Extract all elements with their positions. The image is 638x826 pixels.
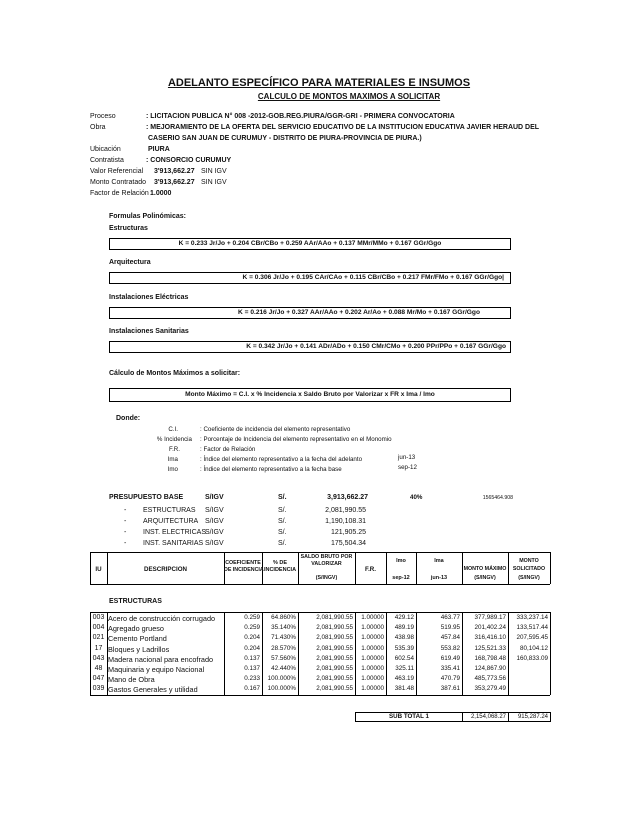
cell-incidencia: 100.000% xyxy=(267,675,296,683)
def-sym-ima: Ima xyxy=(167,456,178,463)
cell-monto-maximo: 125,521.33 xyxy=(474,644,506,652)
cell-incidencia: 35.140% xyxy=(271,624,296,632)
cell-coeficiente: 0.204 xyxy=(244,644,260,652)
item-cur: S/. xyxy=(278,518,287,525)
th-ima-2: jun-13 xyxy=(430,575,448,581)
obra-value-line2: CASERIO SAN JUAN DE CURUMUY - DISTRITO DE PIURA-PROVINCIA DE PIURA.) xyxy=(148,135,422,142)
item-dash: - xyxy=(124,507,127,514)
th-imo-2: sep-12 xyxy=(392,575,410,581)
page-title: ADELANTO ESPECÍFICO PARA MATERIALES E INSUMOS xyxy=(167,77,471,89)
th-incidencia-2: INCIDENCIA xyxy=(263,567,297,573)
def-desc-ci: : Coeficiente de incidencia del elemento representativo xyxy=(200,426,351,433)
subtotal-label: SUB TOTAL 1 xyxy=(355,712,463,722)
subtotal-monto-solicitado: 915,287.24 xyxy=(508,712,551,722)
th-monto-solicitado-3: (S/INGV) xyxy=(518,575,540,581)
obra-label: Obra xyxy=(90,124,106,131)
contratista-label: Contratista xyxy=(90,157,124,164)
item-dash: - xyxy=(124,540,127,547)
th-saldo-2: VALORIZAR xyxy=(311,561,342,567)
item-dash: - xyxy=(124,518,127,525)
cell-descripcion: Cemento Portland xyxy=(108,634,167,644)
presupuesto-total: 3,913,662.27 xyxy=(327,494,368,501)
item-value: 175,504.34 xyxy=(330,540,366,547)
item-igv: S/IGV xyxy=(205,540,224,547)
th-incidencia-1: % DE xyxy=(272,560,288,566)
cell-saldo: 2,081,990.55 xyxy=(316,614,353,621)
cell-coeficiente: 0.167 xyxy=(244,685,260,693)
cell-monto-maximo: 353,279.49 xyxy=(474,685,506,693)
cell-monto-maximo: 201,402.24 xyxy=(474,624,506,632)
item-dash: - xyxy=(124,529,127,536)
cell-ima: 457.84 xyxy=(440,634,460,642)
cell-incidencia: 57.560% xyxy=(271,654,296,662)
cell-fr: 1.00000 xyxy=(361,665,384,672)
cell-descripcion: Agregado grueso xyxy=(108,624,164,634)
valor-referencial-label: Valor Referencial xyxy=(90,168,144,175)
th-saldo-3: (S/INGV) xyxy=(315,575,338,581)
cell-incidencia: 100.000% xyxy=(267,685,296,693)
page-subtitle: CALCULO DE MONTOS MAXIMOS A SOLICITAR xyxy=(257,92,441,101)
item-value: 121,905.25 xyxy=(330,529,366,536)
cell-monto-solicitado: 207,595.45 xyxy=(516,634,548,642)
cell-fr: 1.00000 xyxy=(361,634,384,642)
item-name: INST. ELECTRICAS xyxy=(143,529,207,536)
cell-monto-solicitado: 133,517.44 xyxy=(516,624,548,632)
cell-coeficiente: 0.137 xyxy=(244,665,260,672)
cell-ima: 387.61 xyxy=(440,685,460,693)
cell-coeficiente: 0.259 xyxy=(244,624,260,632)
presupuesto-cur: S/. xyxy=(278,494,287,501)
th-descripcion: DESCRIPCION xyxy=(144,566,187,573)
cell-saldo: 2,081,990.55 xyxy=(316,634,353,642)
item-igv: S/IGV xyxy=(205,529,224,536)
cell-coeficiente: 0.259 xyxy=(244,614,260,621)
monto-contratado-label: Monto Contratado xyxy=(90,179,147,186)
cell-incidencia: 71.430% xyxy=(271,634,296,642)
monto-contratado-value: 3'913,662.27 xyxy=(154,179,195,186)
cell-saldo: 2,081,990.55 xyxy=(316,654,353,662)
item-cur: S/. xyxy=(278,540,287,547)
item-value: 1,190,108.31 xyxy=(325,518,366,525)
cell-imo: 489.19 xyxy=(394,624,414,632)
monto-contratado-note: SIN IGV xyxy=(201,179,227,186)
cell-monto-solicitado: 80,104.12 xyxy=(519,644,548,652)
arquitectura-label: Arquitectura xyxy=(109,259,151,266)
factor-label: Factor de Relación : xyxy=(90,190,153,197)
sanitarias-label: Instalaciones Sanitarias xyxy=(109,328,189,335)
def-desc-ima: : Índice del elemento representativo a la fecha del adelanto xyxy=(200,456,363,463)
cell-ima: 553.82 xyxy=(440,644,460,652)
obra-value-line1: : MEJORAMIENTO DE LA OFERTA DEL SERVICIO EDUCATIVO DE LA INSTITUCION EDUCATIVA JAVIER HERAUD DEL xyxy=(146,124,540,131)
def-sym-fr: F.R. xyxy=(169,446,180,453)
cell-saldo: 2,081,990.55 xyxy=(316,685,353,693)
def-desc-incidencia: : Porcentaje de Incidencia del elemento representativo en el Monomio xyxy=(200,436,392,443)
cell-imo: 325.11 xyxy=(395,665,414,672)
cell-iu: 021 xyxy=(92,634,105,642)
presupuesto-pct: 40% xyxy=(410,494,423,501)
cell-fr: 1.00000 xyxy=(361,624,384,632)
th-monto-solicitado-1: MONTO xyxy=(519,558,539,564)
cell-incidencia: 64.860% xyxy=(271,614,296,621)
cell-descripcion: Acero de construcción corrugado xyxy=(108,614,216,623)
cell-descripcion: Mano de Obra xyxy=(108,675,155,685)
th-coef-1: COEFICIENTE xyxy=(225,560,261,566)
cell-monto-maximo: 168,798.48 xyxy=(474,654,506,662)
item-value: 2,081,990.55 xyxy=(325,507,366,514)
cell-iu: 003 xyxy=(92,614,105,621)
th-ima-1: Ima xyxy=(434,558,444,564)
cell-ima: 470.79 xyxy=(440,675,460,683)
presupuesto-igv: S/IGV xyxy=(205,494,224,501)
subtotal-monto-maximo: 2,154,068.27 xyxy=(462,712,509,722)
cell-fr: 1.00000 xyxy=(361,654,384,662)
cell-monto-maximo: 316,416.10 xyxy=(474,634,506,642)
cell-imo: 438.98 xyxy=(394,634,414,642)
cell-descripcion: Maquinaria y equipo Nacional xyxy=(108,665,205,674)
presupuesto-label: PRESUPUESTO BASE xyxy=(109,494,184,501)
monto-maximo-formula: Monto Máximo = C.I. x % Incidencia x Saldo Bruto por Valorizar x FR x Ima / Imo xyxy=(109,388,511,402)
def-sym-incidencia: % Incidencia xyxy=(156,436,192,443)
electricas-label: Instalaciones Eléctricas xyxy=(109,294,189,301)
cell-fr: 1.00000 xyxy=(361,675,384,683)
cell-descripcion: Gastos Generales y utilidad xyxy=(108,685,198,695)
cell-descripcion: Bloques y Ladrillos xyxy=(108,644,170,654)
def-desc-fr: : Factor de Relación xyxy=(200,446,256,453)
th-coef-2: DE INCIDENCIA xyxy=(224,567,264,573)
th-imo-1: Imo xyxy=(396,558,406,564)
cell-saldo: 2,081,990.55 xyxy=(316,624,353,632)
cell-imo: 381.48 xyxy=(394,685,414,693)
ubicacion-label: Ubicación xyxy=(90,146,121,153)
th-monto-solicitado-2: SOLICITADO xyxy=(512,566,546,572)
cell-iu: 004 xyxy=(92,624,105,632)
cell-fr: 1.00000 xyxy=(361,614,384,621)
cell-monto-solicitado: 160,833.09 xyxy=(516,654,548,662)
cell-imo: 429.12 xyxy=(394,614,414,621)
def-sym-imo: Imo xyxy=(167,466,178,473)
cell-ima: 519.95 xyxy=(440,624,460,632)
cell-imo: 463.19 xyxy=(394,675,414,683)
cell-coeficiente: 0.233 xyxy=(244,675,260,683)
electricas-formula: K = 0.216 Jr/Jo + 0.327 AAr/AAo + 0.202 Ar/Ao + 0.088 Mr/Mo + 0.167 GGr/Ggo xyxy=(109,307,511,319)
valor-referencial-value: 3'913,662.27 xyxy=(154,168,195,175)
def-date-imo: sep-12 xyxy=(398,464,417,471)
item-igv: S/IGV xyxy=(205,518,224,525)
th-monto-maximo-1: MONTO MÁXIMO xyxy=(463,566,507,572)
cell-saldo: 2,081,990.55 xyxy=(316,644,353,652)
cell-monto-solicitado: 333,237.14 xyxy=(516,614,548,621)
cell-imo: 602.54 xyxy=(394,654,414,662)
donde-label: Donde: xyxy=(116,415,141,422)
item-name: INST. SANITARIAS xyxy=(143,540,204,547)
section-label-estructuras: ESTRUCTURAS xyxy=(109,598,162,605)
sanitarias-formula: K = 0.342 Jr/Jo + 0.141 ADr/ADo + 0.150 CMr/CMo + 0.200 PPr/PPo + 0.167 GGr/Ggo xyxy=(109,341,511,353)
def-date-ima: jun-13 xyxy=(398,454,416,461)
cell-saldo: 2,081,990.55 xyxy=(316,665,353,672)
proceso-label: Proceso xyxy=(90,113,116,120)
estructuras-formula: K = 0.233 Jr/Jo + 0.204 CBr/CBo + 0.259 AAr/AAo + 0.137 MMr/MMo + 0.167 GGr/Ggo xyxy=(109,238,511,250)
cell-descripcion: Madera nacional para encofrado xyxy=(108,654,214,664)
cell-ima: 335.41 xyxy=(440,665,460,672)
ubicacion-value: PIURA xyxy=(148,146,170,153)
presupuesto-pct-value: 1565464.908 xyxy=(482,495,513,501)
th-iu: IU xyxy=(95,566,102,573)
cell-saldo: 2,081,990.55 xyxy=(316,675,353,683)
cell-fr: 1.00000 xyxy=(361,644,384,652)
arquitectura-formula: K = 0.306 Jr/Jo + 0.195 CAr/CAo + 0.115 CBr/CBo + 0.217 FMr/FMo + 0.167 GGr/Ggo| xyxy=(109,272,511,284)
item-name: ESTRUCTURAS xyxy=(143,507,196,514)
contratista-value: : CONSORCIO CURUMUY xyxy=(146,157,232,164)
factor-value: 1.0000 xyxy=(150,190,172,197)
formulas-heading: Formulas Polinómicas: xyxy=(109,213,187,220)
def-desc-imo: : Índice del elemento representativo a la fecha base xyxy=(200,466,342,473)
valor-referencial-note: SIN IGV xyxy=(201,168,227,175)
item-igv: S/IGV xyxy=(205,507,224,514)
cell-coeficiente: 0.204 xyxy=(244,634,260,642)
cell-iu: 039 xyxy=(92,685,105,693)
cell-incidencia: 28.570% xyxy=(271,644,296,652)
th-monto-maximo-2: (S/INGV) xyxy=(474,575,496,581)
calculo-heading: Cálculo de Montos Máximos a solicitar: xyxy=(109,370,241,377)
cell-imo: 535.39 xyxy=(394,644,414,652)
item-cur: S/. xyxy=(278,507,287,514)
cell-ima: 619.49 xyxy=(440,654,460,662)
cell-fr: 1.00000 xyxy=(361,685,384,693)
cell-iu: 17 xyxy=(94,644,103,652)
cell-monto-maximo: 485,773.56 xyxy=(474,675,506,683)
def-sym-ci: C.I. xyxy=(168,426,178,433)
item-name: ARQUITECTURA xyxy=(143,518,199,525)
cell-monto-maximo: 124,867.90 xyxy=(474,665,506,672)
cell-coeficiente: 0.137 xyxy=(244,654,260,662)
cell-iu: 047 xyxy=(92,675,105,683)
cell-incidencia: 42.440% xyxy=(271,665,296,672)
estructuras-label: Estructuras xyxy=(109,225,148,232)
cell-iu: 043 xyxy=(92,654,105,662)
th-fr: F.R. xyxy=(365,566,376,573)
item-cur: S/. xyxy=(278,529,287,536)
th-saldo-1: SALDO BRUTO POR xyxy=(300,554,353,560)
proceso-value: : LICITACION PUBLICA N° 008 -2012-GOB.REG.PIURA/GGR-GRI - PRIMERA CONVOCATORIA xyxy=(146,113,455,120)
cell-ima: 463.77 xyxy=(440,614,460,621)
cell-monto-maximo: 377,989.17 xyxy=(474,614,506,621)
cell-iu: 48 xyxy=(94,665,103,672)
